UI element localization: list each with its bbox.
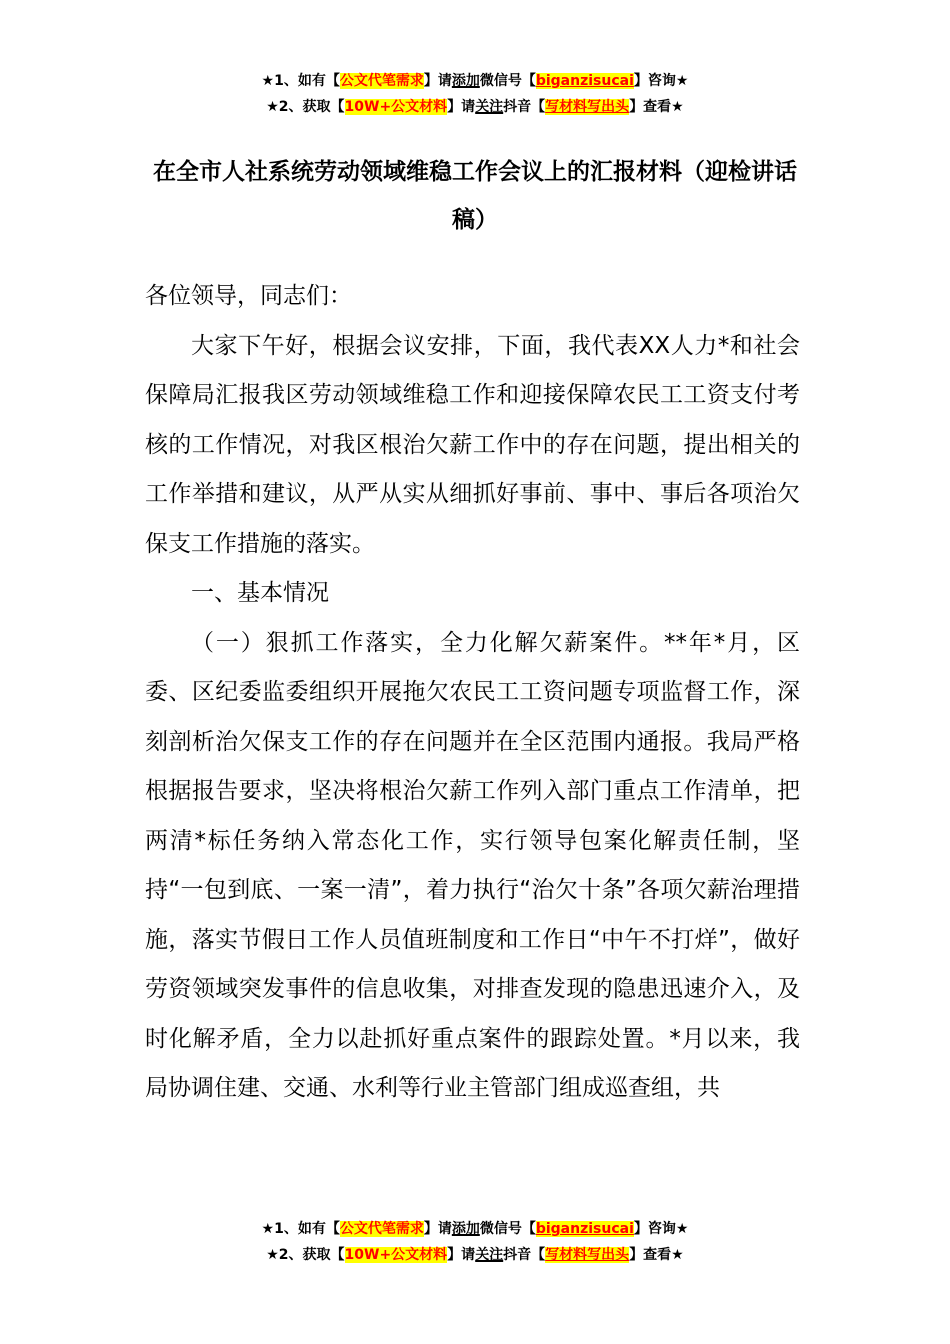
douyin-id-highlight: 写材料写出头 — [545, 1247, 630, 1263]
salutation: 各位领导，同志们： — [145, 283, 352, 309]
promo-banner-top — [0, 68, 950, 120]
document-title: 在全市人社系统劳动领域维稳工作会议上的汇报材料（迎检讲话稿） — [153, 159, 797, 233]
promo-highlight: 公文代笔需求 — [339, 1221, 424, 1237]
promo-line-2: ★2、获取【10W+公文材料】请关注抖音【写材料写出头】查看★ — [266, 1247, 684, 1263]
promo-line-1: ★1、如有【公文代笔需求】请添加微信号【biganzisucai】咨询★ — [261, 1221, 689, 1237]
promo-line-2: ★2、获取【10W+公文材料】请关注抖音【写材料写出头】查看★ — [266, 99, 684, 115]
douyin-id-highlight: 写材料写出头 — [545, 99, 630, 115]
promo-line-1: ★1、如有【公文代笔需求】请添加微信号【biganzisucai】咨询★ — [261, 73, 689, 89]
wechat-id-highlight: biganzisucai — [535, 73, 634, 89]
paragraph: 大家下午好，根据会议安排，下面，我代表XX人力*和社会保障局汇报我区劳动领域维稳工作和迎接保障农民工工资支付考核的工作情况，对我区根治欠薪工作中的存在问题，提出相关的工作举措和建议，从严从实从细抓好事前、事中、事后各项治欠保支工作措施的落实。 — [145, 332, 800, 557]
promo-highlight: 10W+公文材料 — [344, 99, 448, 115]
promo-banner-bottom — [0, 1216, 950, 1268]
wechat-id-highlight: biganzisucai — [535, 1221, 634, 1237]
document-body — [145, 272, 800, 1114]
paragraph: （一）狠抓工作落实，全力化解欠薪案件。**年*月，区委、区纪委监委组织开展拖欠农民工工资问题专项监督工作，深刻剖析治欠保支工作的存在问题并在全区范围内通报。我局严格根据报告要求，坚决将根治欠薪工作列入部门重点工作清单，把两清*标任务纳入常态化工作，实行领导包案化解责任制，坚持“一包到底、一案一清”，着力执行“治欠十条”各项欠薪治理措施，落实节假日工作人员值班制度和工作日“中午不打烊”，做好劳资领域突发事件的信息收集，对排查发现的隐患迅速介入，及时化解矛盾，全力以赴抓好重点案件的跟踪处置。*月以来，我局协调住建、交通、水利等行业主管部门组成巡查组，共 — [145, 629, 800, 1101]
promo-highlight: 公文代笔需求 — [339, 73, 424, 89]
section-heading: 一、基本情况 — [191, 580, 329, 606]
promo-highlight: 10W+公文材料 — [344, 1247, 448, 1263]
